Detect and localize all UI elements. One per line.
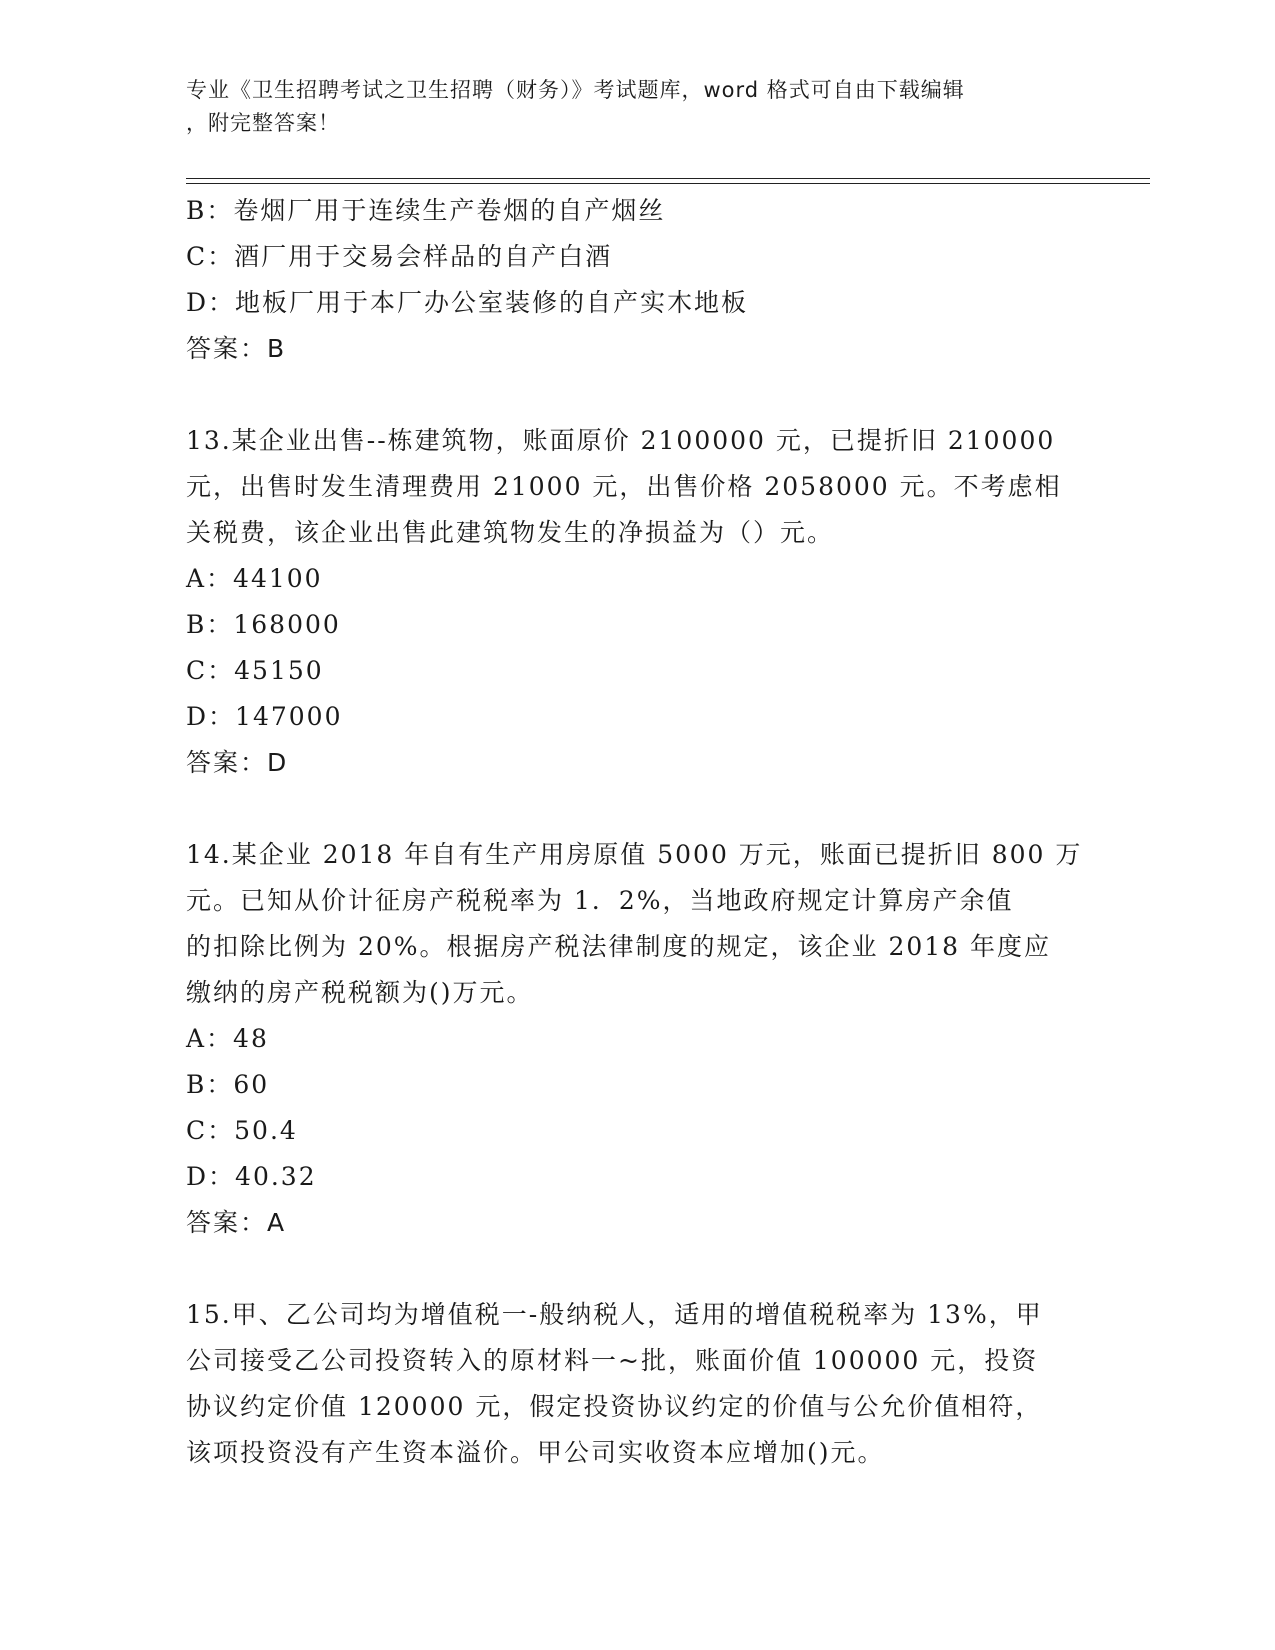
question-stem-line: 的扣除比例为 20%。根据房产税法律制度的规定，该企业 2018 年度应 [186, 932, 1052, 961]
question-stem-line: 协议约定价值 120000 元，假定投资协议约定的价值与公允价值相符， [186, 1392, 1043, 1421]
option-d: D：147000 [186, 702, 343, 731]
option-a: A：44100 [186, 564, 323, 593]
question-15 [186, 1292, 1086, 1476]
header-line-2: ，附完整答案！ [186, 111, 340, 135]
option-c: C：酒厂用于交易会样品的自产白酒 [186, 242, 613, 271]
question-stem-line: 13.某企业出售--栋建筑物，账面原价 2100000 元，已提折旧 210000 [186, 426, 1056, 455]
question-stem-line: 该项投资没有产生资本溢价。甲公司实收资本应增加()元。 [186, 1438, 885, 1467]
question-stem-line: 14.某企业 2018 年自有生产用房原值 5000 万元，账面已提折旧 800 万 [186, 840, 1083, 869]
question-stem-line: 元，出售时发生清理费用 21000 元，出售价格 2058000 元。不考虑相 [186, 472, 1062, 501]
question-stem-line: 15.甲、乙公司均为增值税一-般纳税人，适用的增值税税率为 13%，甲 [186, 1300, 1043, 1329]
question-13 [186, 418, 1086, 786]
header-divider-bottom [186, 183, 1150, 184]
question-stem-line: 公司接受乙公司投资转入的原材料一~批，账面价值 100000 元，投资 [186, 1346, 1039, 1375]
question-stem-line: 关税费，该企业出售此建筑物发生的净损益为（）元。 [186, 518, 835, 547]
option-b: B：60 [186, 1070, 270, 1099]
option-d: D：地板厂用于本厂办公室装修的自产实木地板 [186, 288, 749, 317]
header-divider-top [186, 178, 1150, 179]
option-d: D：40.32 [186, 1162, 317, 1191]
document-body [186, 188, 1086, 1476]
question-14 [186, 832, 1086, 1246]
question-stem-line: 元。已知从价计征房产税税率为 1．2%，当地政府规定计算房产余值 [186, 886, 1014, 915]
option-b: B：卷烟厂用于连续生产卷烟的自产烟丝 [186, 196, 666, 225]
document-header [186, 74, 1086, 140]
option-b: B：168000 [186, 610, 341, 639]
header-line-1: 专业《卫生招聘考试之卫生招聘（财务）》考试题库，word 格式可自由下载编辑 [186, 78, 965, 102]
option-c: C：50.4 [186, 1116, 298, 1145]
answer-line: 答案：A [186, 1208, 287, 1237]
question-12-tail [186, 188, 1086, 372]
answer-line: 答案：B [186, 334, 287, 363]
option-c: C：45150 [186, 656, 324, 685]
question-stem-line: 缴纳的房产税税额为()万元。 [186, 978, 534, 1007]
option-a: A：48 [186, 1024, 269, 1053]
answer-line: 答案：D [186, 748, 289, 777]
